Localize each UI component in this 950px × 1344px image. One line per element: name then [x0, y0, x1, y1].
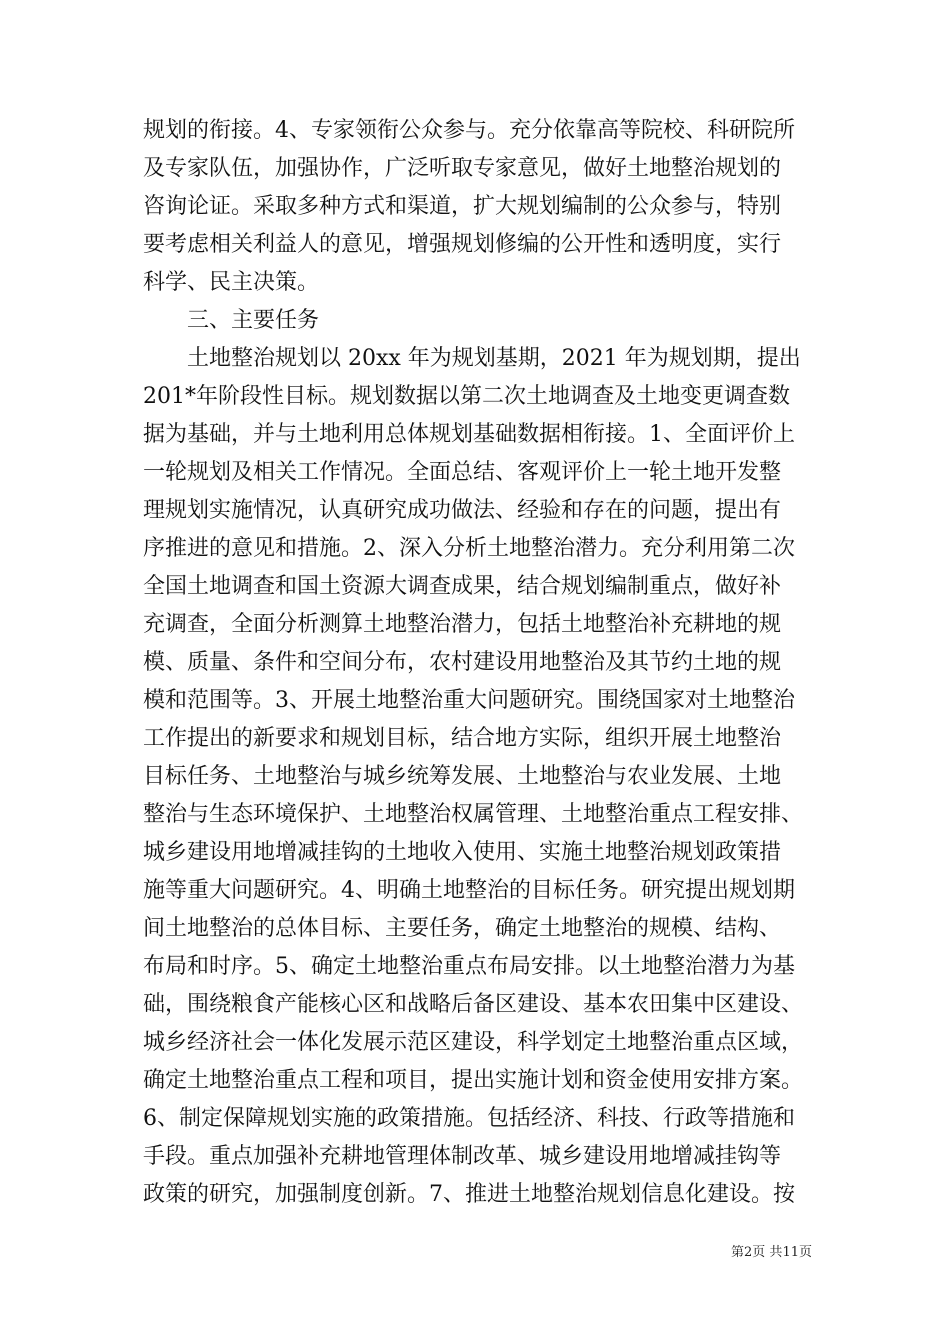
text-line-13: 全国土地调查和国土资源大调查成果，结合规划编制重点，做好补: [143, 574, 782, 599]
text-line-15: 模、质量、条件和空间分布，农村建设用地整治及其节约土地的规: [143, 650, 782, 675]
text-line-22: 间土地整治的总体目标、主要任务，确定土地整治的规模、结构、: [143, 916, 782, 941]
section-heading: 三、主要任务: [187, 308, 320, 333]
footer-middle: 页 共: [752, 1245, 783, 1260]
footer-suffix: 页: [798, 1245, 812, 1260]
text-line-26: 确定土地整治重点工程和项目，提出实施计划和资金使用安排方案。: [143, 1068, 804, 1093]
text-line-28: 手段。重点加强补充耕地管理体制改革、城乡建设用地增减挂钩等: [143, 1144, 782, 1169]
text-line-14: 充调查，全面分析测算土地整治潜力，包括土地整治补充耕地的规: [143, 612, 782, 637]
text-line-9: 据为基础，并与土地利用总体规划基础数据相衔接。1、全面评价上: [143, 422, 795, 447]
text-line-24: 础，围绕粮食产能核心区和战略后备区建设、基本农田集中区建设、: [143, 992, 804, 1017]
text-line-20: 城乡建设用地增减挂钩的土地收入使用、实施土地整治规划政策措: [143, 840, 782, 865]
text-line-21: 施等重大问题研究。4、明确土地整治的目标任务。研究提出规划期: [143, 878, 795, 903]
text-line-2: 及专家队伍，加强协作，广泛听取专家意见，做好土地整治规划的: [143, 156, 782, 181]
text-line-25: 城乡经济社会一体化发展示范区建设，科学划定土地整治重点区域，: [143, 1030, 804, 1055]
text-line-27: 6、制定保障规划实施的政策措施。包括经济、科技、行政等措施和: [143, 1106, 795, 1131]
text-line-7: 土地整治规划以 20xx 年为规划基期，2021 年为规划期，提出: [187, 346, 801, 371]
text-line-1: 规划的衔接。4、专家领衔公众参与。充分依靠高等院校、科研院所: [143, 118, 795, 143]
footer-current-page: 2: [744, 1245, 753, 1260]
page-footer: [731, 1244, 812, 1262]
footer-prefix: 第: [731, 1245, 745, 1260]
text-line-5: 科学、民主决策。: [143, 270, 320, 295]
text-line-16: 模和范围等。3、开展土地整治重大问题研究。围绕国家对土地整治: [143, 688, 795, 713]
text-line-23: 布局和时序。5、确定土地整治重点布局安排。以土地整治潜力为基: [143, 954, 795, 979]
text-line-18: 目标任务、土地整治与城乡统筹发展、土地整治与农业发展、土地: [143, 764, 782, 789]
text-line-3: 咨询论证。采取多种方式和渠道，扩大规划编制的公众参与，特别: [143, 194, 782, 219]
text-line-11: 理规划实施情况，认真研究成功做法、经验和存在的问题，提出有: [143, 498, 782, 523]
footer-total-pages: 11: [782, 1245, 799, 1260]
text-line-10: 一轮规划及相关工作情况。全面总结、客观评价上一轮土地开发整: [143, 460, 782, 485]
text-line-17: 工作提出的新要求和规划目标，结合地方实际，组织开展土地整治: [143, 726, 782, 751]
text-line-29: 政策的研究，加强制度创新。7、推进土地整治规划信息化建设。按: [143, 1182, 795, 1207]
text-line-12: 序推进的意见和措施。2、深入分析土地整治潜力。充分利用第二次: [143, 536, 795, 561]
text-line-4: 要考虑相关利益人的意见，增强规划修编的公开性和透明度，实行: [143, 232, 782, 257]
text-line-8: 201*年阶段性目标。规划数据以第二次土地调查及土地变更调查数: [143, 384, 790, 409]
text-line-19: 整治与生态环境保护、土地整治权属管理、土地整治重点工程安排、: [143, 802, 804, 827]
